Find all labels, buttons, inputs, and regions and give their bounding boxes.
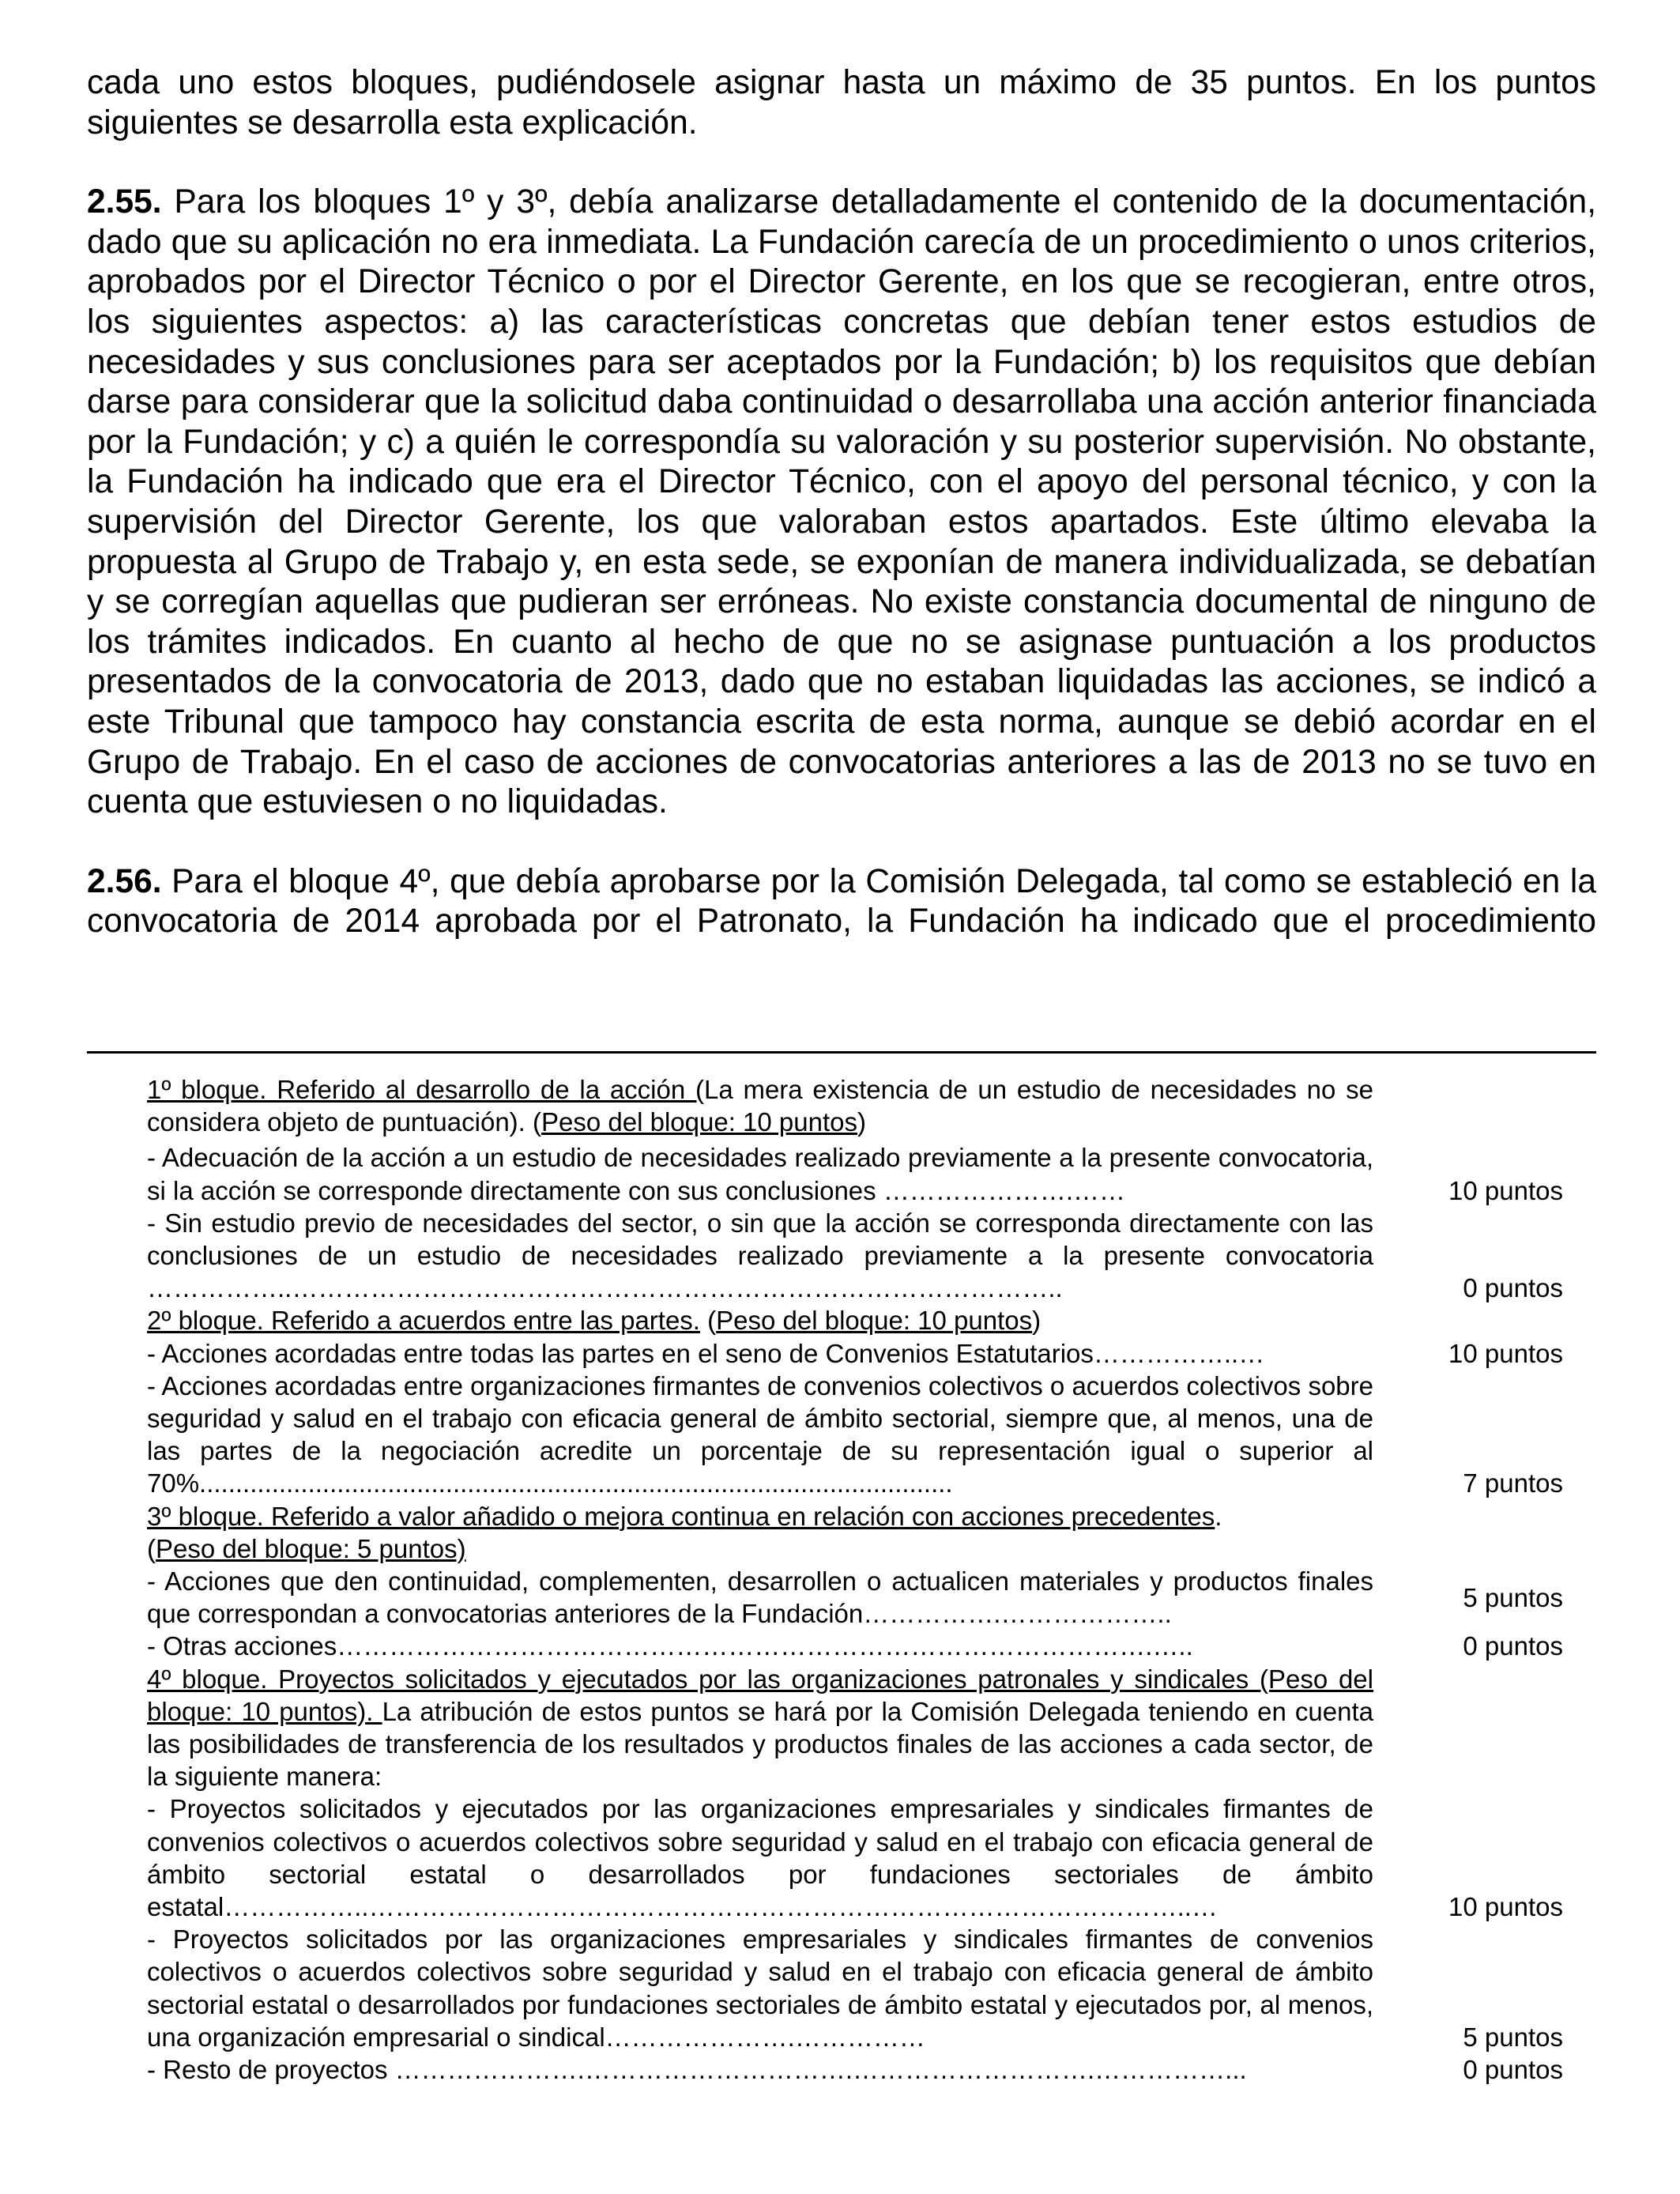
criterion-points: 10 puntos <box>1448 1892 1563 1922</box>
criterion-text: - Otras acciones………………………………………………………………………………….….. <box>147 1631 1193 1661</box>
block-4-title: 4º bloque. Proyectos solicitados y ejecutados por las organizaciones patronales y sindicales (Peso del bloque: 10 puntos). <box>147 1664 1373 1726</box>
block-2-weight: Peso del bloque: 10 puntos <box>716 1306 1033 1336</box>
table-row <box>147 1207 1563 1305</box>
criterion-points: 10 puntos <box>1448 1338 1563 1368</box>
body-text <box>87 63 1596 942</box>
table-row <box>147 1370 1563 1500</box>
block-4-text: La atribución de estos puntos se hará por la Comisión Delegada teniendo en cuenta las posibilidades de transferencia de los resultados y productos finales de las acciones a cada sector, de la siguiente manera: <box>147 1696 1374 1792</box>
block-1-title: 1º bloque. Referido al desarrollo de la acción ( <box>147 1075 704 1104</box>
scoring-table <box>147 1073 1563 2086</box>
criterion-points: 5 puntos <box>1463 1582 1563 1612</box>
block-1-weight: Peso del bloque: 10 puntos <box>541 1107 857 1137</box>
intro-paragraph: cada uno estos bloques, pudiéndosele asignar hasta un máximo de 35 puntos. En los puntos siguientes se desarrolla esta explicación. <box>87 64 1596 141</box>
criterion-points: 10 puntos <box>1448 1175 1563 1205</box>
criterion-points: 5 puntos <box>1463 2022 1563 2052</box>
block-2-title: 2º bloque. Referido a acuerdos entre las partes. <box>147 1306 700 1336</box>
criterion-text: - Sin estudio previo de necesidades del sector, o sin que la acción se corresponda directamente con las conclusiones de un estudio de necesidades realizado previamente a la presente convocatoria ……………..…………………………………………………………………………….. <box>147 1208 1373 1303</box>
block-2-heading: 2º bloque. Referido a acuerdos entre las partes. (Peso del bloque: 10 puntos) <box>147 1306 1042 1336</box>
criterion-points: 7 puntos <box>1463 1468 1563 1498</box>
criterion-points: 0 puntos <box>1463 1631 1563 1661</box>
paragraph-text: Para el bloque 4º, que debía aprobarse por la Comisión Delegada, tal como se estableció en la convocatoria de 2014 aprobada por el Patronato, la Fundación ha indicado que el procedimiento <box>87 862 1596 941</box>
criterion-text: - Adecuación de la acción a un estudio de necesidades realizado previamente a la presente convocatoria, si la acción se corresponde directamente con sus conclusiones ………………….…… <box>147 1143 1373 1205</box>
table-row <box>147 1565 1563 1630</box>
paragraph-2-56 <box>87 862 1596 942</box>
block-3-heading: 3º bloque. Referido a valor añadido o mejora continua en relación con acciones precedentes. (Peso del bloque: 5 puntos) <box>147 1501 1222 1563</box>
table-row <box>147 1337 1563 1370</box>
criterion-text: - Acciones que den continuidad, complementen, desarrollen o actualicen materiales y productos finales que correspondan a convocatorias anteriores de la Fundación…………….……………….. <box>147 1566 1373 1629</box>
block-3-weight: Peso del bloque: 5 puntos) <box>156 1533 466 1563</box>
block-4-heading <box>147 1663 1563 1793</box>
paragraph-text: Para los bloques 1º y 3º, debía analizarse detalladamente el contenido de la documentación, dado que su aplicación no era inmediata. La Fundación carecía de un procedimiento o unos criterios, aprobados por el Director Técnico o por el Director Gerente, en los que se recogieran, entre otros, los siguientes aspectos: a) las características concretas que debían tener estos estudios de necesidades y sus conclusiones para ser aceptados por la Fundación; b) los requisitos que debían darse para considerar que la solicitud daba continuidad o desarrollaba una acción anterior financiada por la Fundación; y c) a quién le correspondía su valoración y su posterior supervisión. No obstante, la Fundación ha indicado que era el Director Técnico, con el apoyo del personal técnico, y con la supervisión del Director Gerente, los que valoraban estos apartados. Este último elevaba la propuesta al Grupo de Trabajo y, en esta sede, se exponían de manera individualizada, se debatían y se corregían aquellas que pudieran ser erróneas. No existe constancia documental de ninguno de los trámites indicados. En cuanto al hecho de que no se asignase puntuación a los productos presentados de la convocatoria de 2013, dado que no estaban liquidadas las acciones, se indicó a este Tribunal que tampoco hay constancia escrita de esta norma, aunque se debió acordar en el Grupo de Trabajo. En el caso de acciones de convocatorias anteriores a las de 2013 no se tuvo en cuenta que estuviesen o no liquidadas. <box>87 183 1596 821</box>
footnote-separator <box>87 1051 1596 1054</box>
criterion-text: - Resto de proyectos ………………….………………………….……………………….……………... <box>147 2055 1247 2085</box>
criterion-text: - Proyectos solicitados y ejecutados por las organizaciones empresariales y sindicales firmantes de convenios colectivos o acuerdos colectivos sobre seguridad y salud en el trabajo con eficacia general de ámbito sectorial estatal o desarrollados por fundaciones sectoriales de ámbito estatal……………..…………………………………………………………………………………..… <box>147 1794 1373 1922</box>
criterion-text: - Proyectos solicitados por las organizaciones empresariales y sindicales firmantes de convenios colectivos o acuerdos colectivos sobre seguridad y salud en el trabajo con eficacia general de ámbito sectorial estatal o desarrollados por fundaciones sectoriales de ámbito estatal y ejecutados por, al menos, una organización empresarial o sindical………………….…………… <box>147 1924 1373 2052</box>
table-row <box>147 1141 1563 1206</box>
paragraph-number: 2.56. <box>87 862 162 900</box>
block-3-title: 3º bloque. Referido a valor añadido o mejora continua en relación con acciones precedentes <box>147 1501 1215 1531</box>
paragraph-number: 2.55. <box>87 183 162 221</box>
table-row <box>147 1630 1563 1662</box>
block-1-heading: 1º bloque. Referido al desarrollo de la acción (La mera existencia de un estudio de necesidades no se considera objeto de puntuación). (Peso del bloque: 10 puntos) <box>147 1075 1373 1137</box>
criterion-points: 0 puntos <box>1463 1273 1563 1303</box>
criterion-points: 0 puntos <box>1463 2055 1563 2085</box>
paragraph-2-55 <box>87 183 1596 823</box>
criterion-text: - Acciones acordadas entre organizaciones firmantes de convenios colectivos o acuerdos colectivos sobre seguridad y salud en el trabajo con eficacia general de ámbito sectorial, siempre que, al menos, una de las partes de la negociación acredite un porcentaje de su representación igual o superior al 70%........................................................................................................ <box>147 1370 1373 1498</box>
block-1-note: La mera existencia de un estudio de necesidades no se considera objeto de puntuación). ( <box>147 1075 1373 1137</box>
criterion-text: - Acciones acordadas entre todas las partes en el seno de Convenios Estatutarios……………..… <box>147 1338 1265 1368</box>
table-row <box>147 2053 1563 2086</box>
table-row <box>147 1923 1563 2053</box>
table-row <box>147 1793 1563 1923</box>
